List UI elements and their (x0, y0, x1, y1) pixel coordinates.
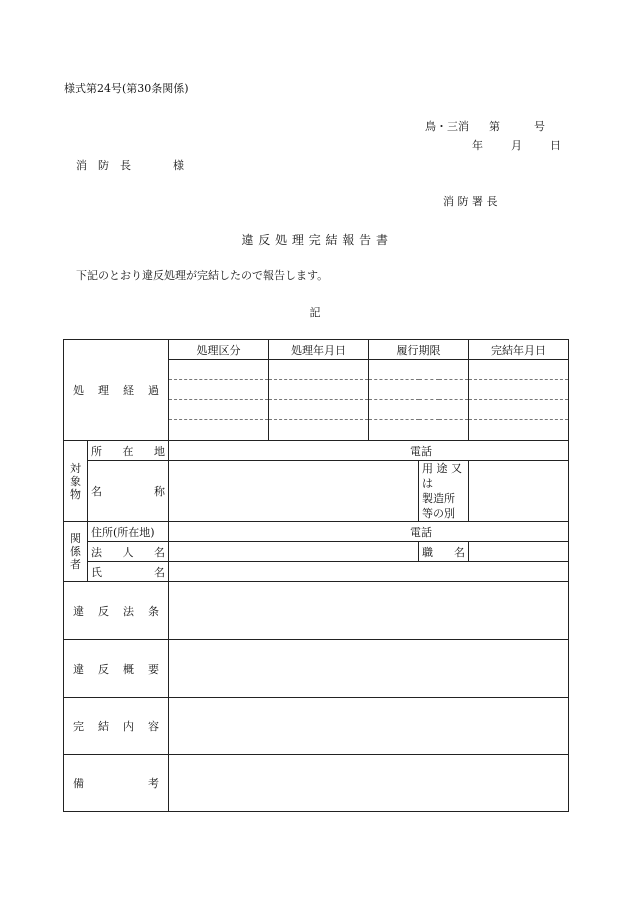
remarks-field[interactable] (169, 755, 569, 812)
completion-date-field[interactable] (469, 420, 569, 441)
person-name-label: 氏 名 (88, 562, 169, 582)
process-label: 処 理 経 過 (73, 384, 159, 397)
person-name-field[interactable] (169, 562, 569, 582)
completion-date-field[interactable] (469, 380, 569, 400)
process-label-cell (64, 340, 169, 441)
addressee (76, 157, 184, 173)
position-field[interactable] (469, 542, 569, 562)
process-date-field[interactable] (269, 360, 369, 380)
location-field[interactable] (169, 441, 569, 461)
violation-summary-field[interactable] (169, 640, 569, 698)
usage-label: 用 途 又 は 製造所等の別 (419, 461, 469, 522)
completion-content-field[interactable] (169, 698, 569, 755)
addressee-title: 消 防 長 (76, 159, 131, 172)
addressee-sama: 様 (173, 159, 184, 172)
form-number: 様式第24号(第30条関係) (64, 82, 189, 95)
target-label: 対 象 物 (64, 441, 88, 522)
document-number (425, 118, 545, 134)
header-completion-date: 完結年月日 (469, 340, 569, 360)
document-title: 違 反 処 理 完 結 報 告 書 (241, 233, 389, 247)
sender: 消 防 署 長 (443, 195, 498, 208)
process-date-field[interactable] (269, 400, 369, 420)
violation-law-field[interactable] (169, 582, 569, 640)
doc-number-go: 号 (534, 120, 545, 133)
date-year: 年 (472, 139, 483, 152)
remarks-label: 備 考 (64, 755, 169, 812)
completion-date-field[interactable] (469, 360, 569, 380)
document-date (472, 137, 561, 153)
process-type-field[interactable] (169, 420, 269, 441)
ki-heading: 記 (309, 306, 321, 319)
completion-content-label: 完 結 内 容 (64, 698, 169, 755)
violation-law-label: 違 反 法 条 (64, 582, 169, 640)
name-field[interactable] (169, 461, 419, 522)
intro-text: 下記のとおり違反処理が完結したので報告します。 (76, 269, 329, 282)
report-table (63, 339, 569, 812)
position-label: 職 名 (419, 542, 469, 562)
phone-label: 電話 (410, 525, 432, 539)
location-label: 所 在 地 (88, 441, 169, 461)
process-type-field[interactable] (169, 360, 269, 380)
deadline-field[interactable] (369, 360, 469, 380)
process-date-field[interactable] (269, 420, 369, 441)
violation-summary-label: 違 反 概 要 (64, 640, 169, 698)
completion-date-field[interactable] (469, 400, 569, 420)
process-date-field[interactable] (269, 380, 369, 400)
phone-label: 電話 (410, 444, 432, 458)
header-process-type: 処理区分 (169, 340, 269, 360)
process-type-field[interactable] (169, 400, 269, 420)
usage-field[interactable] (469, 461, 569, 522)
corp-name-label: 法 人 名 (88, 542, 169, 562)
date-month: 月 (511, 139, 522, 152)
corp-name-field[interactable] (169, 542, 419, 562)
address-label: 住所(所在地) (88, 522, 169, 542)
address-field[interactable] (169, 522, 569, 542)
deadline-field[interactable] (369, 380, 469, 400)
header-deadline: 履行期限 (369, 340, 469, 360)
deadline-field[interactable] (369, 420, 469, 441)
related-label: 関 係 者 (64, 522, 88, 582)
date-day: 日 (550, 139, 561, 152)
header-process-date: 処理年月日 (269, 340, 369, 360)
process-type-field[interactable] (169, 380, 269, 400)
doc-number-prefix: 鳥・三消 (425, 120, 469, 133)
name-label: 名 称 (88, 461, 169, 522)
doc-number-dai: 第 (489, 120, 500, 133)
deadline-field[interactable] (369, 400, 469, 420)
